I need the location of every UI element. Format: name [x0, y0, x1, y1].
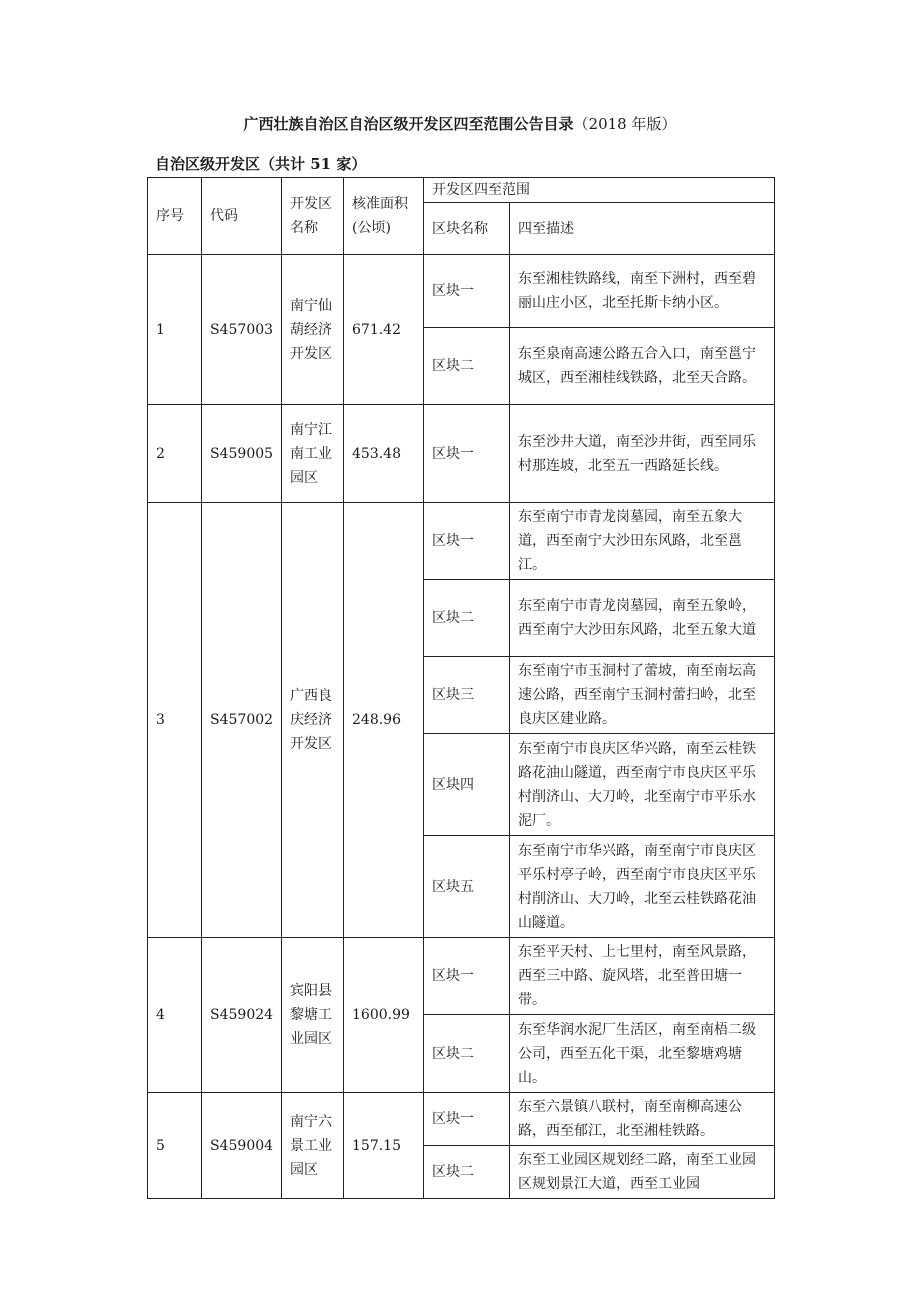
block-desc: 东至南宁市良庆区华兴路，南至云桂铁路花油山隧道，西至南宁市良庆区平乐村削济山、大刀岭，北至南宁市平乐水泥厂。: [510, 734, 775, 836]
title-year: （2018 年版）: [573, 115, 677, 133]
block-name: 区块二: [424, 1015, 510, 1093]
row-area: 248.96: [344, 503, 424, 938]
block-desc: 东至南宁市玉洞村了蕾坡，南至南坛高速公路，西至南宁玉洞村蕾扫岭，北至良庆区建业路。: [510, 657, 775, 734]
header-block-name: 区块名称: [424, 203, 510, 255]
header-scope: 开发区四至范围: [424, 178, 775, 203]
header-seq: 序号: [148, 178, 202, 255]
table-caption: 自治区级开发区（共计 51 家）: [155, 155, 367, 173]
block-name: 区块一: [424, 1093, 510, 1146]
row-zone-name: 南宁江南工业园区: [282, 405, 344, 503]
row-seq: 2: [148, 405, 202, 503]
block-desc: 东至南宁市华兴路，南至南宁市良庆区平乐村亭子岭，西至南宁市良庆区平乐村削济山、大刀岭，北至云桂铁路花油山隧道。: [510, 836, 775, 938]
block-name: 区块三: [424, 657, 510, 734]
row-zone-name: 南宁仙葫经济开发区: [282, 255, 344, 405]
block-name: 区块二: [424, 328, 510, 405]
block-name: 区块一: [424, 503, 510, 580]
block-name: 区块一: [424, 405, 510, 503]
block-name: 区块一: [424, 255, 510, 328]
row-code: S457003: [202, 255, 282, 405]
dev-zone-table: [147, 177, 775, 1199]
header-code: 代码: [202, 178, 282, 255]
row-area: 671.42: [344, 255, 424, 405]
block-desc: 东至湘桂铁路线，南至下洲村，西至碧丽山庄小区，北至托斯卡纳小区。: [510, 255, 775, 328]
row-code: S459024: [202, 938, 282, 1093]
block-desc: 东至南宁市青龙岗墓园，南至五象岭，西至南宁大沙田东风路，北至五象大道: [510, 580, 775, 657]
block-desc: 东至平天村、上七里村，南至风景路，西至三中路、旋风塔，北至普田塘一带。: [510, 938, 775, 1015]
block-name: 区块二: [424, 580, 510, 657]
block-desc: 东至工业园区规划经二路，南至工业园区规划景江大道，西至工业园: [510, 1146, 775, 1199]
block-desc: 东至沙井大道，南至沙井街，西至同乐村那连坡，北至五一西路延长线。: [510, 405, 775, 503]
row-zone-name: 南宁六景工业园区: [282, 1093, 344, 1199]
header-zone-name: 开发区名称: [282, 178, 344, 255]
header-approved-area: 核准面积(公顷): [344, 178, 424, 255]
row-code: S459004: [202, 1093, 282, 1199]
row-zone-name: 广西良庆经济开发区: [282, 503, 344, 938]
row-code: S457002: [202, 503, 282, 938]
header-boundary-desc: 四至描述: [510, 203, 775, 255]
row-seq: 1: [148, 255, 202, 405]
block-desc: 东至泉南高速公路五合入口，南至邕宁城区，西至湘桂线铁路，北至天合路。: [510, 328, 775, 405]
row-area: 157.15: [344, 1093, 424, 1199]
block-desc: 东至华润水泥厂生活区，南至南梧二级公司，西至五化干渠，北至黎塘鸡塘山。: [510, 1015, 775, 1093]
block-name: 区块五: [424, 836, 510, 938]
title-text: 广西壮族自治区自治区级开发区四至范围公告目录: [243, 115, 574, 133]
row-seq: 3: [148, 503, 202, 938]
block-desc: 东至南宁市青龙岗墓园，南至五象大道，西至南宁大沙田东风路，北至邕江。: [510, 503, 775, 580]
block-desc: 东至六景镇八联村，南至南柳高速公路，西至郁江，北至湘桂铁路。: [510, 1093, 775, 1146]
row-area: 1600.99: [344, 938, 424, 1093]
row-seq: 4: [148, 938, 202, 1093]
document-title: [0, 113, 920, 134]
block-name: 区块一: [424, 938, 510, 1015]
row-seq: 5: [148, 1093, 202, 1199]
row-code: S459005: [202, 405, 282, 503]
row-area: 453.48: [344, 405, 424, 503]
row-zone-name: 宾阳县黎塘工业园区: [282, 938, 344, 1093]
block-name: 区块四: [424, 734, 510, 836]
block-name: 区块二: [424, 1146, 510, 1199]
